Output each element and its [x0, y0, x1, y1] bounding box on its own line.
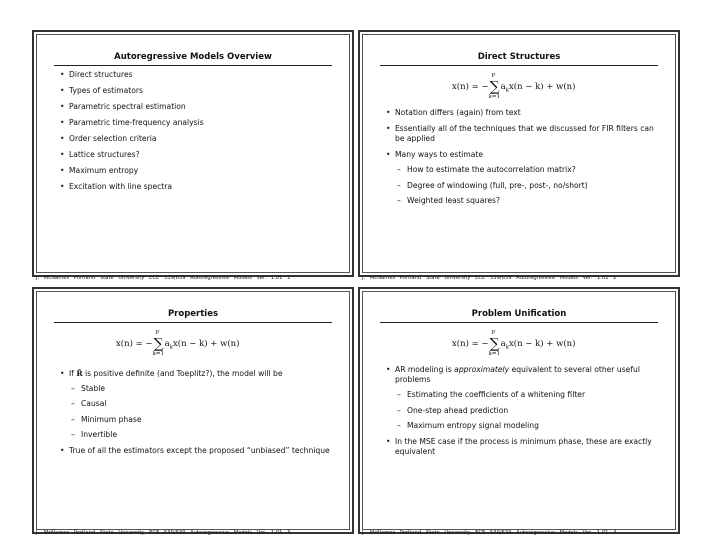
bullet-item: • In the MSE case if the process is minimum phase, these are exactly equivalent: [386, 437, 664, 457]
bullet-item: • Order selection criteria: [60, 134, 338, 144]
bullet-item: • Notation differs (again) from text: [386, 108, 664, 118]
equation-lhs: x(n) = −: [452, 339, 489, 349]
sub-bullet-item: – Minimum phase: [71, 415, 338, 425]
bullet-list: [386, 365, 664, 457]
bullet-text: Many ways to estimate: [395, 150, 484, 160]
sub-bullet-item: – Causal: [71, 399, 338, 409]
sub-bullet-item: – Estimating the coefficients of a whitening filter: [397, 390, 664, 400]
title-rule: [54, 322, 332, 323]
slide-1: [32, 30, 354, 277]
bullet-text: is positive definite (and Toeplitz?), the model will be: [82, 369, 283, 378]
bullet-list: [386, 108, 664, 206]
slide-3: [32, 287, 354, 534]
equation-coef: a: [164, 339, 170, 349]
slide-title: Autoregressive Models Overview: [114, 52, 272, 62]
emphasis-text: approximately: [454, 365, 510, 374]
bullet-text: If: [69, 369, 77, 378]
title-rule: [380, 322, 658, 323]
title-rule: [54, 65, 332, 66]
equation-coef-sub: k: [505, 87, 509, 94]
sum-lower-limit: k=1: [152, 351, 165, 357]
title-rule: [380, 65, 658, 66]
slide-4: [358, 287, 680, 534]
slide-content: [60, 327, 338, 462]
equation-lhs: x(n) = −: [116, 339, 153, 349]
ar-equation: [386, 327, 664, 361]
bullet-item: [386, 365, 664, 431]
sub-bullet-item: – Degree of windowing (full, pre-, post-, no/short): [397, 181, 664, 191]
equation-lhs: x(n) = −: [452, 82, 489, 92]
bullet-item: • Direct structures: [60, 70, 338, 80]
sub-bullet-list: [397, 390, 664, 431]
bullet-item: • True of all the estimators except the proposed “unbiased” technique: [60, 446, 338, 456]
slide-content: [60, 70, 338, 198]
bullet-item: • Maximum entropy: [60, 166, 338, 176]
equation-rhs: x(n − k) + w(n): [508, 82, 576, 92]
bullet-list: [60, 369, 338, 456]
slide-footer: J. McNames Portland State University ECE 539/639 Autoregressive Models Ver. 1.01 3: [36, 530, 291, 536]
slide-footer: J. McNames Portland State University ECE 539/639 Autoregressive Models Ver. 1.01 2: [362, 275, 617, 281]
sub-bullet-item: – Maximum entropy signal modeling: [397, 421, 664, 431]
equation-rhs: x(n − k) + w(n): [172, 339, 240, 349]
bullet-item: • Excitation with line spectra: [60, 182, 338, 192]
sub-bullet-list: [71, 384, 338, 440]
slide-content: [386, 70, 664, 212]
sum-lower-limit: k=1: [488, 351, 501, 357]
sub-bullet-item: – One-step ahead prediction: [397, 406, 664, 416]
sub-bullet-item: – Invertible: [71, 430, 338, 440]
bullet-item: [60, 369, 338, 440]
slide-footer: J. McNames Portland State University ECE 539/639 Autoregressive Models Ver. 1.01 4: [362, 530, 617, 536]
equation-coef-sub: k: [505, 344, 509, 351]
equation-coef: a: [500, 82, 506, 92]
bullet-item: • Parametric time-frequency analysis: [60, 118, 338, 128]
sub-bullet-item: – Weighted least squares?: [397, 196, 664, 206]
bullet-item: • Parametric spectral estimation: [60, 102, 338, 112]
bullet-item: • Lattice structures?: [60, 150, 338, 160]
sub-bullet-item: – Stable: [71, 384, 338, 394]
slide-content: [386, 327, 664, 463]
bullet-item: [386, 150, 664, 206]
sum-upper-limit: P: [491, 73, 496, 79]
sub-bullet-item: – How to estimate the autocorrelation matrix?: [397, 165, 664, 175]
bullet-text: AR modeling is: [395, 365, 455, 374]
bullet-list: [60, 70, 338, 192]
slide-footer: J. McNames Portland State University ECE 539/639 Autoregressive Models Ver. 1.01 1: [36, 275, 291, 281]
slide-title: Problem Unification: [471, 309, 567, 319]
bullet-text: equivalent to several other useful problems: [395, 365, 640, 385]
sum-upper-limit: P: [491, 330, 496, 336]
slide-title: Properties: [167, 309, 219, 319]
ar-equation: [60, 327, 338, 361]
slide-2: [358, 30, 680, 277]
equation-coef: a: [500, 339, 506, 349]
sum-symbol: ∑ P k=1: [488, 330, 501, 357]
sum-lower-limit: k=1: [488, 94, 501, 100]
r-hat-symbol: R̂: [76, 369, 83, 378]
sum-symbol: ∑ P k=1: [152, 330, 165, 357]
sum-upper-limit: P: [155, 330, 160, 336]
bullet-item: • Essentially all of the techniques that we discussed for FIR filters can be applied: [386, 124, 664, 144]
sum-symbol: ∑ P k=1: [488, 73, 501, 100]
sub-bullet-list: [397, 165, 664, 206]
equation-coef-sub: k: [169, 344, 173, 351]
ar-equation: [386, 70, 664, 104]
equation-rhs: x(n − k) + w(n): [508, 339, 576, 349]
bullet-item: • Types of estimators: [60, 86, 338, 96]
slide-title: Direct Structures: [477, 52, 561, 62]
